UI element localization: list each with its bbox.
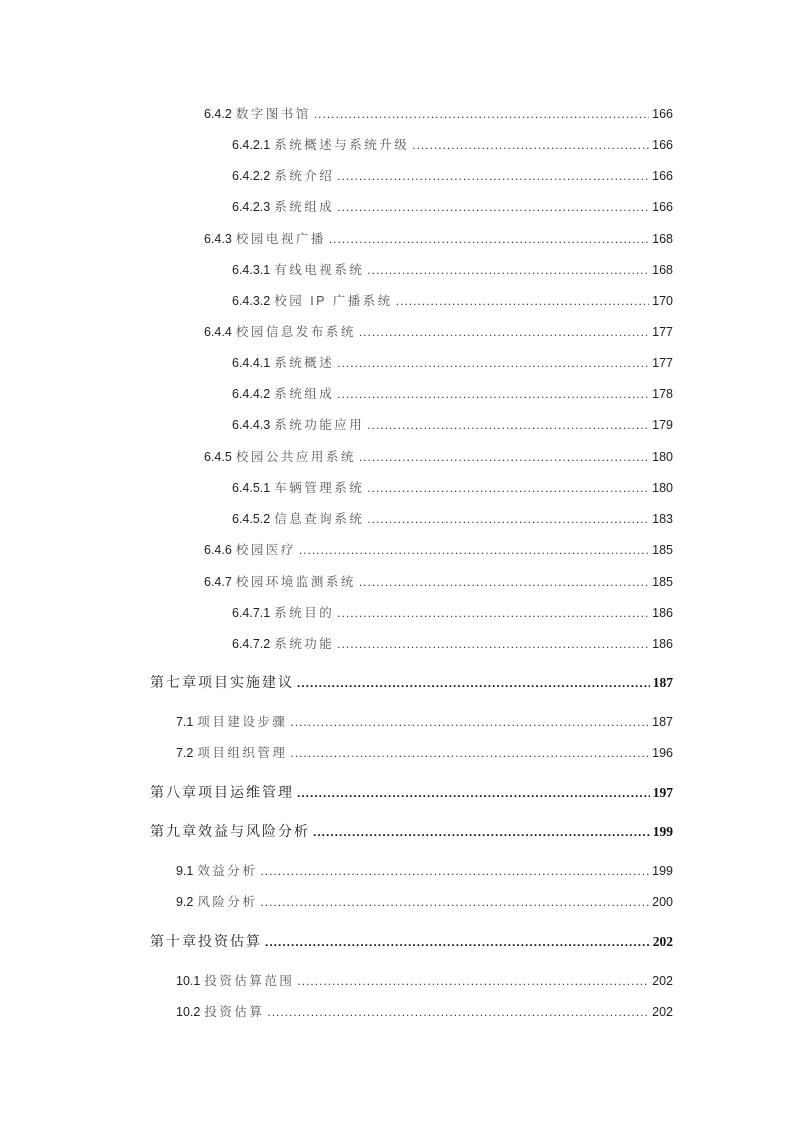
toc-leader	[337, 356, 649, 370]
toc-page: 179	[652, 418, 673, 432]
toc-title: 系统概述与系统升级	[274, 138, 410, 152]
toc-page: 186	[652, 637, 673, 651]
toc-title: 信息查询系统	[274, 512, 365, 526]
toc-page: 199	[652, 824, 673, 839]
toc-leader	[260, 895, 649, 909]
toc-title: 校园医疗	[235, 543, 296, 557]
toc-leader	[267, 1005, 649, 1019]
toc-page: 202	[652, 1005, 673, 1019]
toc-page: 187	[652, 715, 673, 729]
toc-title: 校园公共应用系统	[235, 450, 356, 464]
toc-leader	[337, 637, 649, 651]
toc-title: 系统组成	[274, 387, 335, 401]
toc-leader	[367, 418, 649, 432]
toc-number: 6.4.5.2	[232, 512, 271, 526]
toc-number: 6.4.2.2	[232, 169, 271, 183]
toc-leader	[337, 387, 649, 401]
toc-entry-6-4-3-2[interactable]	[232, 291, 673, 309]
toc-title: 第九章效益与风险分析	[150, 825, 310, 840]
toc-number: 6.4.5	[204, 450, 232, 464]
toc-number: 6.4.4.2	[232, 387, 271, 401]
toc-entry-6-4-4-3[interactable]	[232, 415, 673, 433]
toc-leader	[260, 864, 649, 878]
toc-page: 166	[652, 169, 673, 183]
toc-chapter-10[interactable]	[150, 931, 673, 951]
toc-number: 6.4.4.1	[232, 356, 271, 370]
toc-leader	[367, 481, 649, 495]
toc-page: 185	[652, 543, 673, 557]
toc-page: 178	[652, 387, 673, 401]
toc-entry-6-4-4-1[interactable]	[232, 353, 673, 371]
toc-chapter-8[interactable]	[150, 782, 673, 802]
toc-title: 系统功能应用	[274, 418, 365, 432]
toc-entry-6-4-4-2[interactable]	[232, 384, 673, 402]
toc-title: 数字图书馆	[235, 107, 311, 121]
toc-entry-6-4-5[interactable]	[204, 447, 673, 465]
toc-entry-6-4-6[interactable]	[204, 540, 673, 558]
toc-title: 校园信息发布系统	[235, 325, 356, 339]
toc-title: 校园 IP 广播系统	[274, 294, 393, 308]
toc-entry-6-4-2-2[interactable]	[232, 166, 673, 184]
toc-entry-9-2[interactable]	[176, 892, 673, 910]
toc-number: 6.4.7.1	[232, 606, 271, 620]
toc-page: 166	[652, 138, 673, 152]
toc-leader	[299, 543, 649, 557]
toc-leader	[359, 450, 649, 464]
toc-title: 项目组织管理	[197, 746, 288, 760]
toc-page: 186	[652, 606, 673, 620]
toc-page: 177	[652, 356, 673, 370]
toc-leader	[290, 746, 649, 760]
toc-number: 6.4.2.1	[232, 138, 271, 152]
toc-leader	[359, 325, 649, 339]
toc-leader	[313, 825, 650, 839]
toc-number: 9.2	[176, 895, 194, 909]
toc-number: 6.4.6	[204, 543, 232, 557]
toc-entry-6-4-5-1[interactable]	[232, 478, 673, 496]
toc-chapter-7[interactable]	[150, 672, 673, 692]
toc-title: 风险分析	[197, 895, 258, 909]
toc-number: 6.4.2	[204, 107, 232, 121]
toc-title: 效益分析	[197, 864, 258, 878]
toc-number: 6.4.3	[204, 232, 232, 246]
toc-page: 183	[652, 512, 673, 526]
toc-number: 9.1	[176, 864, 194, 878]
toc-title: 系统概述	[274, 356, 335, 370]
toc-title: 校园电视广播	[235, 232, 326, 246]
toc-page: 180	[652, 481, 673, 495]
toc-page: 187	[652, 675, 673, 690]
toc-leader	[337, 200, 649, 214]
toc-entry-6-4-4[interactable]	[204, 322, 673, 340]
toc-leader	[367, 512, 649, 526]
toc-number: 6.4.4.3	[232, 418, 271, 432]
toc-title: 第八章项目运维管理	[150, 786, 294, 801]
toc-page: 168	[652, 232, 673, 246]
toc-leader	[337, 169, 649, 183]
toc-title: 第七章项目实施建议	[150, 676, 294, 691]
toc-page: 202	[652, 934, 673, 949]
toc-entry-9-1[interactable]	[176, 861, 673, 879]
toc-page: 177	[652, 325, 673, 339]
toc-number: 7.1	[176, 715, 194, 729]
toc-leader	[265, 935, 650, 949]
toc-entry-6-4-2-1[interactable]	[232, 135, 673, 153]
toc-title: 项目建设步骤	[197, 715, 288, 729]
toc-entry-7-1[interactable]	[176, 712, 673, 730]
toc-number: 6.4.2.3	[232, 200, 271, 214]
toc-leader	[329, 232, 649, 246]
toc-entry-6-4-7-2[interactable]	[232, 634, 673, 652]
toc-page: 199	[652, 864, 673, 878]
toc-number: 6.4.3.2	[232, 294, 271, 308]
toc-page: 197	[652, 785, 673, 800]
toc-entry-10-1[interactable]	[176, 971, 673, 989]
toc-leader	[396, 294, 649, 308]
toc-entry-7-2[interactable]	[176, 743, 673, 761]
toc-number: 6.4.5.1	[232, 481, 271, 495]
toc-leader	[297, 974, 649, 988]
toc-page: 168	[652, 263, 673, 277]
toc-page: 180	[652, 450, 673, 464]
toc-title: 校园环境监测系统	[235, 575, 356, 589]
toc-entry-10-2[interactable]	[176, 1002, 673, 1020]
toc-title: 系统介绍	[274, 169, 335, 183]
toc-page: 170	[652, 294, 673, 308]
toc-page: 196	[652, 746, 673, 760]
toc-chapter-9[interactable]	[150, 821, 673, 841]
toc-page: 166	[652, 107, 673, 121]
toc-title: 系统功能	[274, 637, 335, 651]
toc-title: 投资估算	[204, 1005, 265, 1019]
toc-leader	[290, 715, 649, 729]
toc-entry-6-4-2-3[interactable]	[232, 197, 673, 215]
toc-number: 10.1	[176, 974, 201, 988]
toc-entry-6-4-3[interactable]	[204, 229, 673, 247]
toc-page: 185	[652, 575, 673, 589]
toc-number: 6.4.7.2	[232, 637, 271, 651]
toc-leader	[359, 575, 649, 589]
toc-leader	[297, 676, 650, 690]
toc-title: 投资估算范围	[204, 974, 295, 988]
toc-title: 系统目的	[274, 606, 335, 620]
toc-number: 6.4.7	[204, 575, 232, 589]
toc-leader	[297, 786, 650, 800]
toc-number: 6.4.3.1	[232, 263, 271, 277]
toc-leader	[412, 138, 649, 152]
toc-leader	[367, 263, 649, 277]
toc-title: 第十章投资估算	[150, 935, 262, 950]
toc-entry-6-4-5-2[interactable]	[232, 509, 673, 527]
toc-leader	[314, 107, 649, 121]
toc-entry-6-4-7[interactable]	[204, 572, 673, 590]
toc-number: 7.2	[176, 746, 194, 760]
toc-entry-6-4-3-1[interactable]	[232, 260, 673, 278]
toc-entry-6-4-7-1[interactable]	[232, 603, 673, 621]
toc-number: 10.2	[176, 1005, 201, 1019]
toc-title: 有线电视系统	[274, 263, 365, 277]
toc-entry-6-4-2[interactable]	[204, 104, 673, 122]
toc-page: 202	[652, 974, 673, 988]
toc-title: 系统组成	[274, 200, 335, 214]
toc-page: 166	[652, 200, 673, 214]
toc-number: 6.4.4	[204, 325, 232, 339]
toc-leader	[337, 606, 649, 620]
toc-page: 200	[652, 895, 673, 909]
toc-title: 车辆管理系统	[274, 481, 365, 495]
